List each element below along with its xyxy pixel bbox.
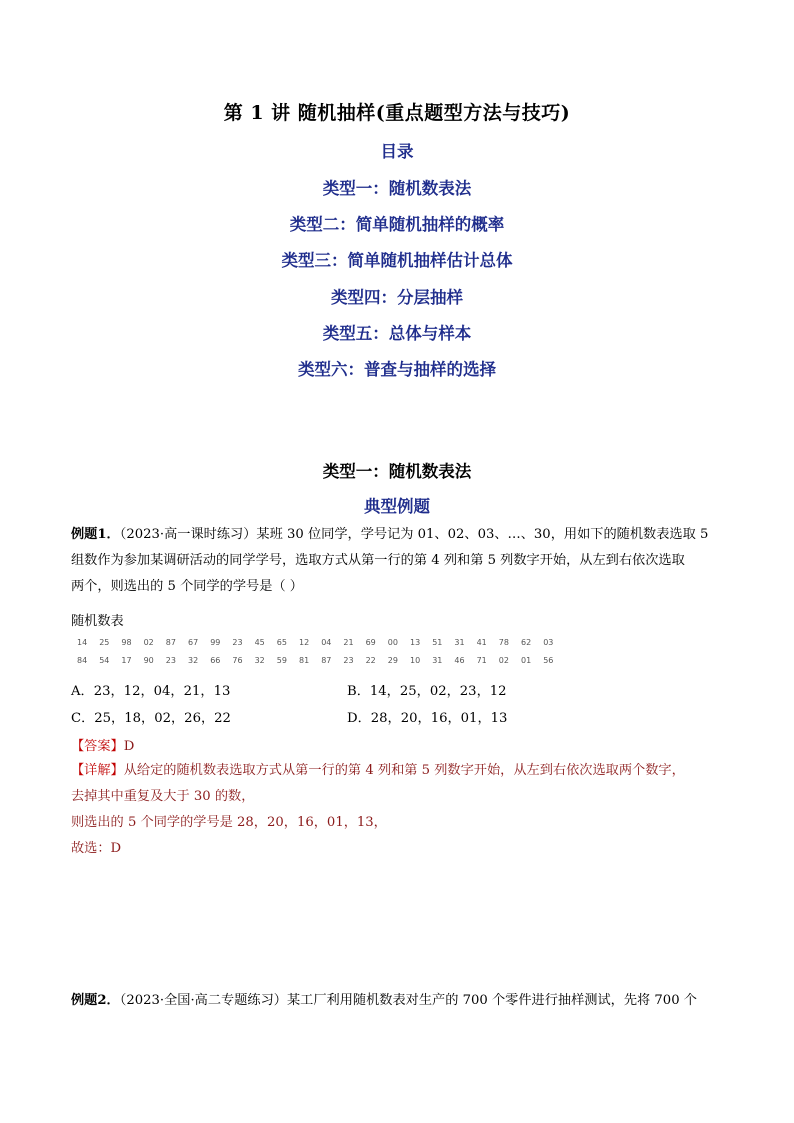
random-number-cell: 56 — [543, 656, 554, 665]
toc-heading: 目录 — [380, 142, 414, 161]
random-number-cell: 69 — [365, 638, 376, 647]
random-number-cell: 23 — [232, 638, 243, 647]
random-number-cell: 99 — [210, 638, 221, 647]
random-number-cell: 03 — [543, 638, 554, 647]
toc-item-4[interactable]: 类型四：分层抽样 — [331, 288, 463, 307]
random-number-cell: 13 — [410, 638, 421, 647]
answer-line — [71, 735, 134, 754]
toc-item-5[interactable]: 类型五：总体与样本 — [322, 324, 472, 343]
option-d[interactable]: D．28，20，16，01，13 — [347, 711, 508, 726]
toc-item-1[interactable]: 类型一：随机数表法 — [322, 179, 472, 198]
answer-tag: 【答案】 — [71, 739, 124, 754]
random-number-cell: 04 — [321, 638, 332, 647]
random-number-cell: 10 — [410, 656, 421, 665]
random-number-cell: 81 — [299, 656, 310, 665]
example1-label: 例题1． — [71, 527, 120, 542]
random-number-cell: 76 — [232, 656, 243, 665]
option-c[interactable]: C．25，18，02，26，22 — [71, 711, 231, 726]
random-table-label: 随机数表 — [71, 614, 124, 629]
random-number-cell: 45 — [254, 638, 265, 647]
random-number-cell: 32 — [188, 656, 199, 665]
option-b[interactable]: B．14，25，02，23，12 — [347, 684, 507, 699]
detail-tag: 【详解】 — [71, 763, 124, 778]
example1-text-line2: 组数作为参加某调研活动的同学学号，选取方式从第一行的第 4 列和第 5 列数字开始，从左到右依次选取 — [71, 553, 685, 568]
random-number-cell: 25 — [99, 638, 110, 647]
random-number-cell: 98 — [121, 638, 132, 647]
detail-line1: 从给定的随机数表选取方式从第一行的第 4 列和第 5 列数字开始，从左到右依次选取两个数字， — [123, 763, 685, 778]
random-number-cell: 32 — [254, 656, 265, 665]
random-number-cell: 46 — [454, 656, 465, 665]
random-number-cell: 90 — [143, 656, 154, 665]
random-number-cell: 31 — [432, 656, 443, 665]
example2-label: 例题2． — [71, 993, 120, 1008]
option-a[interactable]: A．23，12，04，21，13 — [71, 684, 231, 699]
random-number-cell: 21 — [343, 638, 354, 647]
random-number-cell: 54 — [99, 656, 110, 665]
random-number-cell: 12 — [299, 638, 310, 647]
page-title: 第 1 讲 随机抽样(重点题型方法与技巧) — [223, 102, 571, 124]
random-number-cell: 87 — [321, 656, 332, 665]
example2-question — [71, 988, 731, 1014]
random-number-cell: 01 — [521, 656, 532, 665]
detail-line4: 故选：D — [71, 841, 122, 856]
toc-item-3[interactable]: 类型三：简单随机抽样估计总体 — [281, 251, 513, 270]
random-number-cell: 59 — [276, 656, 287, 665]
toc-item-6[interactable]: 类型六：普查与抽样的选择 — [298, 360, 496, 379]
section-title: 类型一：随机数表法 — [322, 462, 472, 481]
random-number-cell: 87 — [165, 638, 176, 647]
random-number-cell: 41 — [476, 638, 487, 647]
random-number-cell: 71 — [476, 656, 487, 665]
toc-item-2[interactable]: 类型二：简单随机抽样的概率 — [289, 215, 505, 234]
random-number-cell: 02 — [143, 638, 154, 647]
random-number-cell: 78 — [498, 638, 509, 647]
example2-text-line1: 某工厂利用随机数表对生产的 700 个零件进行抽样测试，先将 700 个 — [286, 993, 697, 1008]
random-number-cell: 67 — [188, 638, 199, 647]
random-number-cell: 62 — [521, 638, 532, 647]
detail-line3: 则选出的 5 个同学的学号是 28，20，16，01，13， — [71, 815, 387, 830]
random-number-cell: 66 — [210, 656, 221, 665]
random-number-cell: 65 — [276, 638, 287, 647]
example1-text-line1: 某班 30 位同学，学号记为 01、02、03、…、30，用如下的随机数表选取 5 — [256, 527, 709, 542]
random-number-cell: 14 — [77, 638, 88, 647]
random-number-cell: 29 — [387, 656, 398, 665]
detail-line2: 去掉其中重复及大于 30 的数， — [71, 789, 255, 804]
example2-source: （2023·全国·高二专题练习） — [119, 993, 287, 1008]
random-number-cell: 51 — [432, 638, 443, 647]
random-number-cell: 00 — [387, 638, 398, 647]
random-number-cell: 31 — [454, 638, 465, 647]
section-subtitle: 典型例题 — [364, 497, 430, 516]
example1-question — [71, 522, 731, 600]
random-number-cell: 23 — [165, 656, 176, 665]
example1-text-line3: 两个，则选出的 5 个同学的学号是（ ） — [71, 579, 303, 594]
example1-source: （2023·高一课时练习） — [119, 527, 257, 542]
random-number-cell: 23 — [343, 656, 354, 665]
answer-value: D — [123, 739, 135, 754]
random-number-cell: 17 — [121, 656, 132, 665]
random-number-cell: 22 — [365, 656, 376, 665]
random-number-cell: 02 — [498, 656, 509, 665]
random-number-cell: 84 — [77, 656, 88, 665]
detail-block — [71, 758, 731, 862]
